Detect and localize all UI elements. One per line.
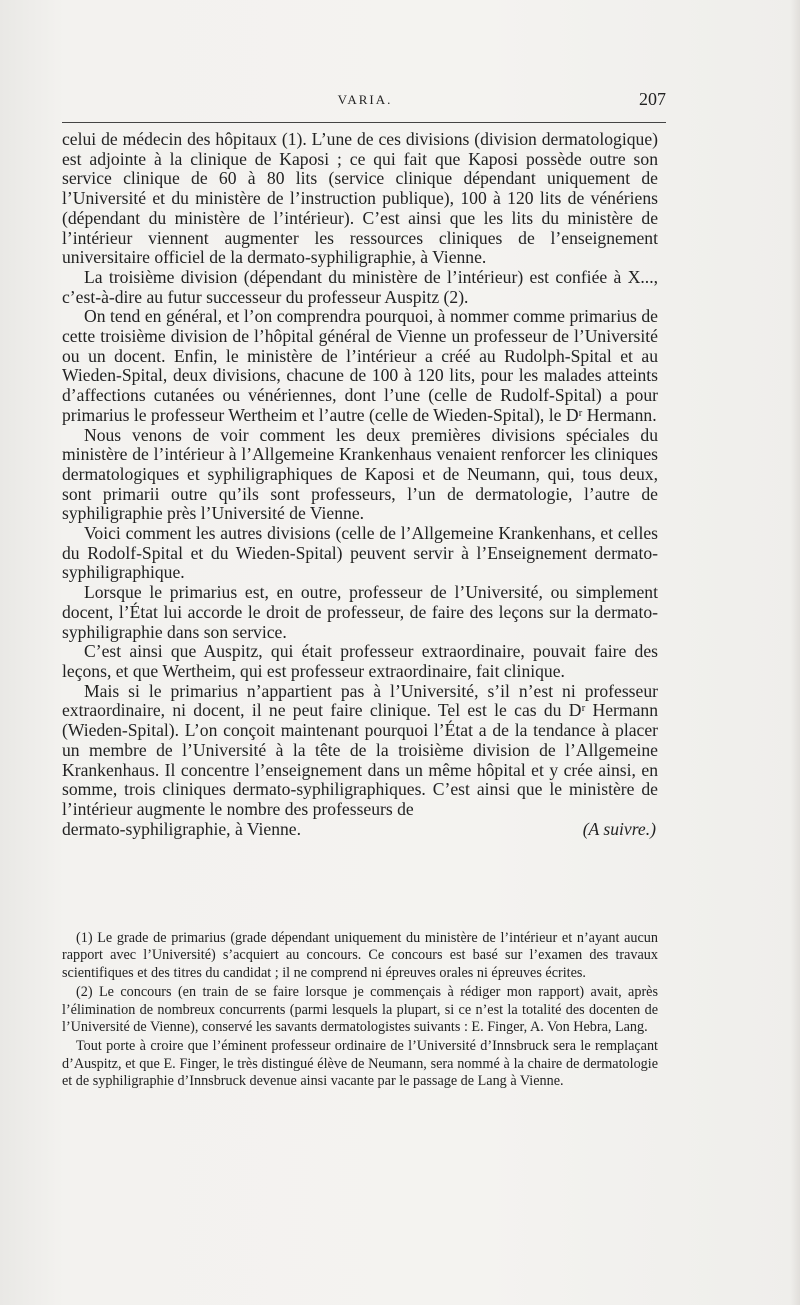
paragraph: Mais si le primarius n’appartient pas à l’Université, s’il n’est ni professeur extraordinaire, ni docent, il ne peut faire clinique. Tel est le cas du Dʳ Hermann (Wieden-Spital). L’on conçoit maintenant pourquoi l’État a de la tendance à placer un membre de l’Université à la tête de la troisième division de l’Allgemeine Krankenhaus. Il concentre l’enseignement dans un même hôpital et y crée ainsi, en somme, trois cliniques dermato-syphiligraphiques. C’est ainsi que le ministère de l’intérieur augmente le nombre des professeurs de	[62, 680, 658, 819]
page-number: 207	[639, 89, 666, 109]
running-title: VARIA.	[337, 92, 393, 107]
paragraph: La troisième division (dépendant du ministère de l’intérieur) est confiée à X..., c’est-à-dire au futur successeur du professeur Auspitz (2).	[62, 266, 658, 307]
footnote-2: (2) Le concours (en train de se faire lorsque je commençais à rédiger mon rapport) avait, après l’élimination de nombreux concurrents (parmi lesquels la plupart, si ce n’est la totalité des docenten de l’Université de Vienne), conservé les savants dermatologistes suivants : E. Finger, A. Von Hebra, Lang.	[62, 984, 658, 1036]
last-line	[62, 820, 658, 840]
to-be-continued: (A suivre.)	[582, 818, 656, 839]
footnote-1: (1) Le grade de primarius (grade dépendant uniquement du ministère de l’intérieur et n’ayant aucun rapport avec l’Université) s’acquiert au concours. Ce concours est basé sur l’examen des travaux scientifiques et des titres du candidat ; il ne comprend ni épreuves orales ni épreuves écrites.	[62, 930, 658, 981]
paragraph: Lorsque le primarius est, en outre, professeur de l’Université, ou simplement docent, l’État lui accorde le droit de professeur, de faire des leçons sur la dermato-syphiligraphie dans son service.	[62, 582, 658, 642]
header-rule	[62, 122, 666, 123]
paragraph: Nous venons de voir comment les deux premières divisions spéciales du ministère de l’intérieur à l’Allgemeine Krankenhaus venaient renforcer les cliniques dermatologiques et syphiligraphiques de Kaposi et de Neumann, qui, tous deux, sont primarii outre qu’ils sont professeurs, l’un de dermatologie, l’autre de syphiligraphie près l’Université de Vienne.	[62, 424, 658, 524]
paragraph: On tend en général, et l’on comprendra pourquoi, à nommer comme primarius de cette troisième division de l’hôpital général de Vienne un professeur de l’Université ou un docent. Enfin, le ministère de l’intérieur a créé au Rudolph-Spital et au Wieden-Spital, deux divisions, chacune de 100 à 120 lits, pour les malades atteints d’affections cutanées ou vénériennes, dont l’une (celle de Rudolf-Spital) a pour primarius le professeur Wertheim et l’autre (celle de Wieden-Spital), le Dʳ Hermann.	[62, 306, 658, 425]
paragraph: celui de médecin des hôpitaux (1). L’une de ces divisions (division dermatologique) est adjointe à la clinique de Kaposi ; ce qui fait que Kaposi possède outre son service clinique de 60 à 80 lits (service clinique dépendant uniquement de l’Université et du ministère de l’instruction publique), 100 à 120 lits de vénériens (dépendant du ministère de l’intérieur). C’est ainsi que les lits du ministère de l’intérieur viennent augmenter les ressources cliniques de l’enseignement universitaire officiel de la dermato-syphiligraphie, à Vienne.	[62, 129, 658, 268]
footnotes	[62, 930, 658, 1093]
body-text	[62, 130, 658, 839]
footnote-2-continued: Tout porte à croire que l’éminent professeur ordinaire de l’Université d’Innsbruck sera le remplaçant d’Auspitz, et que E. Finger, le très distingué élève de Neumann, sera nommé à la chaire de dermatologie et de syphiligraphie d’Innsbruck devenue ainsi vacante par le passage de Lang à Vienne.	[62, 1038, 658, 1090]
paragraph: C’est ainsi que Auspitz, qui était professeur extraordinaire, pouvait faire des leçons, et que Wertheim, qui est professeur extraordinaire, fait clinique.	[62, 641, 658, 681]
paragraph-end: dermato-syphiligraphie, à Vienne.	[62, 818, 301, 839]
page-edge-shadow	[790, 0, 800, 1305]
paragraph: Voici comment les autres divisions (celle de l’Allgemeine Krankenhans, et celles du Rodolf-Spital et du Wieden-Spital) peuvent servir à l’Enseignement dermato-syphiligraphique.	[62, 523, 658, 583]
page-header	[62, 89, 668, 113]
